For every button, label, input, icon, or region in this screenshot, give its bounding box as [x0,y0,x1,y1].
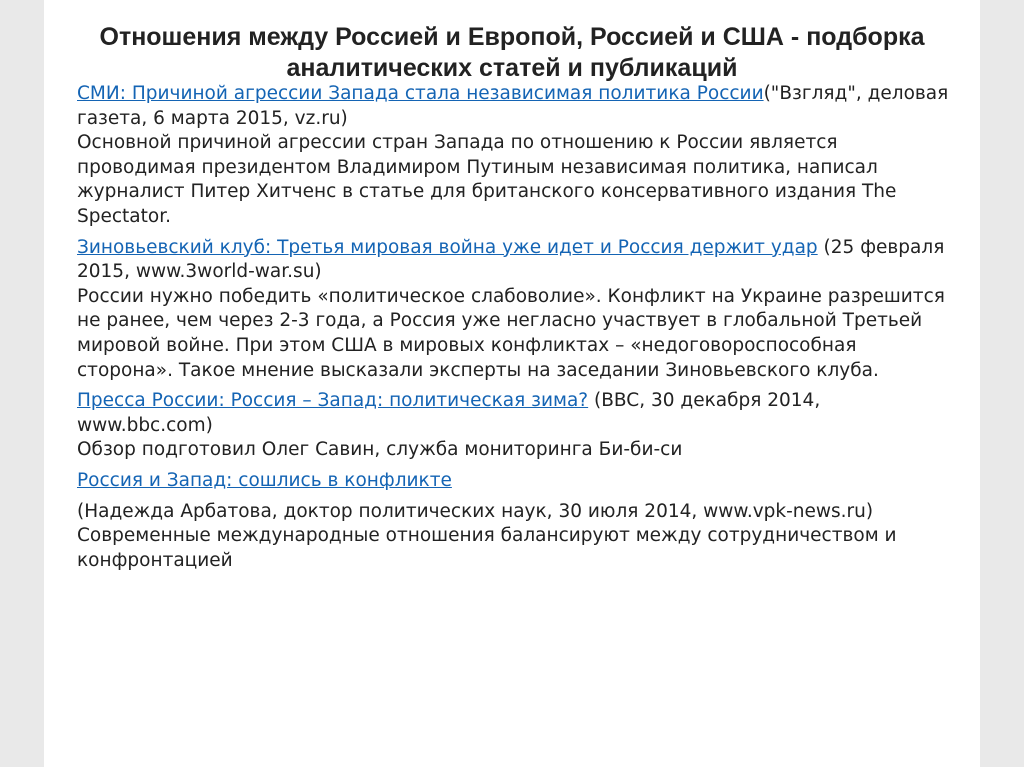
article-summary: Основной причиной агрессии стран Запада по отношению к России является проводимая президентом Владимиром Путиным независимая политика, написал журналист Питер Хитченс в статье для британского консервативного издания The Spectator. [77,132,897,227]
article-source: (25 февраля 2015, www.3world-war.su) [77,236,945,283]
article-link[interactable]: Пресса России: Россия – Запад: политическая зима? [77,390,589,412]
slide [44,0,980,767]
article-header [77,469,957,494]
article-source: ("Взгляд", деловая газета, 6 марта 2015, vz.ru) [77,83,949,129]
article-item [77,389,957,463]
article-source: (BBC, 30 декабря 2014, www.bbc.com) [77,390,821,436]
article-source: (Надежда Арбатова, доктор политических наук, 30 июля 2014, www.vpk-news.ru) [77,500,874,522]
article-summary: России нужно победить «политическое слабоволие». Конфликт на Украине разрешится не ранее, чем через 2-3 года, а Россия уже негласно участвует в глобальной Третьей мировой войне. При этом США в мировых конфликтах – «недоговороспособная сторона». Такое мнение высказали эксперты на заседании Зиновьевского клуба. [77,285,945,381]
article-summary: Обзор подготовил Олег Савин, служба мониторинга Би-би-си [77,439,683,461]
article-summary: Современные международные отношения балансируют между сотрудничеством и конфронтацией [77,525,897,571]
article-item [77,469,957,573]
article-header [77,236,957,285]
slide-title: Отношения между Россией и Европой, Россией и США - подборка аналитических статей и публикаций [99,23,925,82]
article-item [77,82,957,230]
article-header [77,389,957,438]
article-item [77,236,957,384]
article-link[interactable]: Зиновьевский клуб: Третья мировая война уже идет и Россия держит удар [77,236,818,258]
article-header [77,82,957,131]
article-list [77,82,957,579]
article-link[interactable]: СМИ: Причиной агрессии Запада стала независимая политика России [77,83,764,104]
article-link[interactable]: Россия и Запад: сошлись в конфликте [77,469,452,491]
